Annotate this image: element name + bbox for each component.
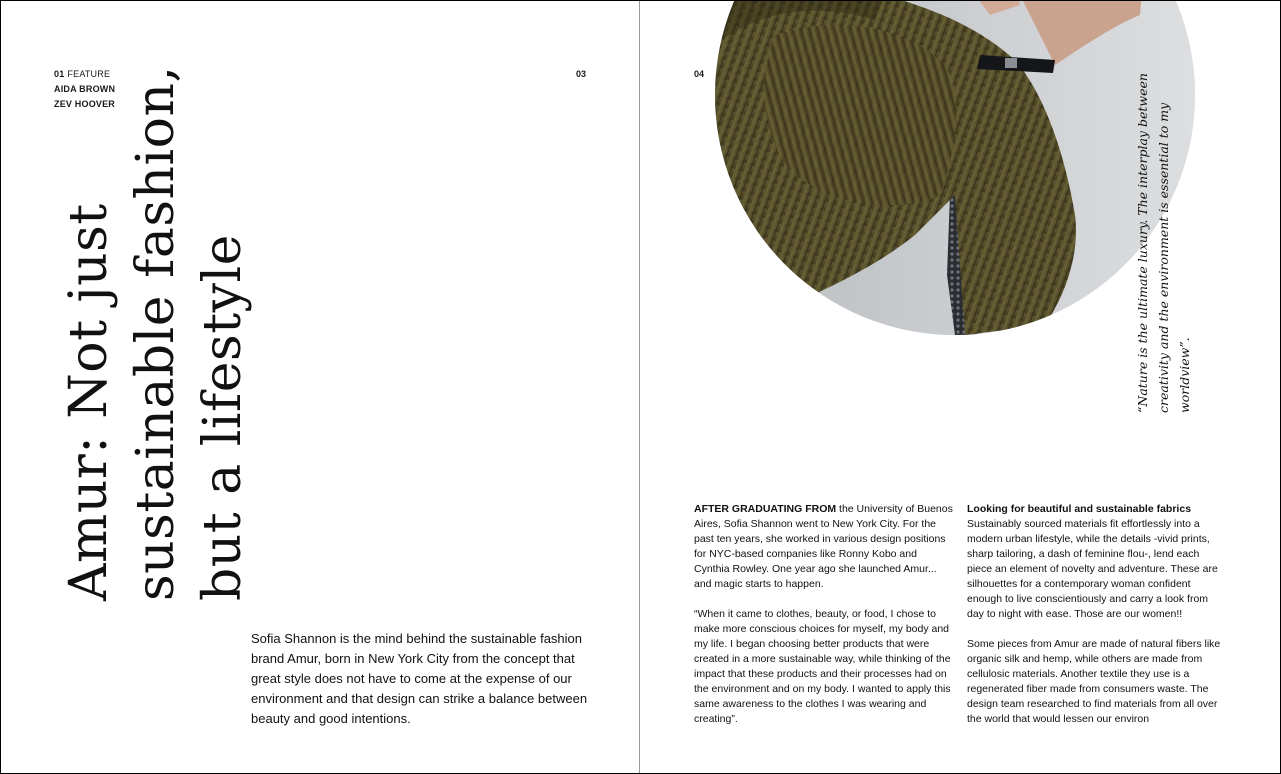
- intro-paragraph: Sofia Shannon is the mind behind the sustainable fashion brand Amur, born in New York City from the concept that great style does not have to come at the expense of our environment and that design can strike a balance between beauty and good intentions.: [251, 631, 588, 726]
- left-page: [1, 1, 639, 773]
- right-page: [641, 1, 1279, 773]
- body-paragraph: [694, 502, 954, 592]
- body-paragraph: “When it came to clothes, beauty, or food, I chose to make more conscious choices for myself, my body and my life. I began choosing better products that were created in a more sustainable way, while thinking of the impact that these products and their processes had on the environment and on my body. I wanted to apply this same awareness to the clothes I was wearing and creating”.: [694, 608, 951, 725]
- headline-line: Amur: Not just: [59, 203, 119, 601]
- pull-quote: “Nature is the ultimate luxury. The interplay between creativity and the environment is essential to my worldview”.: [1135, 73, 1192, 413]
- headline-line: sustainable fashion,: [126, 65, 186, 601]
- headline-line: but a lifestyle: [193, 234, 253, 601]
- body-paragraph: Some pieces from Amur are made of natural fibers like organic silk and hemp, while others are made from cellulosic materials. Another textile they use is a regenerated fiber made from consumers waste. The design team researched to find materials from all over the world that would lessen our environ: [967, 638, 1221, 725]
- paragraph-text: the University of Buenos Aires, Sofia Shannon went to New York City. For the past ten years, she worked in various design positions for NYC-based companies like Ronny Kobo and Cynthia Rowley. One year ago she launched Amur... and magic starts to happen.: [694, 503, 953, 590]
- lead-in: AFTER GRADUATING FROM: [694, 503, 837, 515]
- author-name: ZEV HOOVER: [54, 99, 116, 109]
- section-number: 01: [54, 69, 65, 79]
- spine-divider: [639, 1, 640, 773]
- page-number: 03: [576, 69, 587, 79]
- body-paragraph: [967, 502, 1227, 622]
- body-column-2: [967, 502, 1227, 742]
- pleated-dress-image: [715, 1, 1195, 335]
- section-line: [54, 67, 115, 82]
- pull-quote-rotated: [1132, 53, 1195, 413]
- body-column-1: [694, 502, 954, 742]
- page-number: 04: [694, 69, 705, 79]
- author-name: AIDA BROWN: [54, 84, 116, 94]
- paragraph-text: Sustainably sourced materials fit effortlessly into a modern urban lifestyle, while the details -vivid prints, sharp tailoring, a dash of feminine flou-, lend each piece an element of novelty and adventure. These are silhouettes for a contemporary woman confident enough to live conscientiously and carry a look from day to night with ease. Those are our women!!: [967, 518, 1218, 620]
- subheading: Looking for beautiful and sustainable fabrics: [967, 503, 1192, 515]
- fashion-photo-circle: [715, 1, 1195, 335]
- section-label: FEATURE: [67, 69, 111, 79]
